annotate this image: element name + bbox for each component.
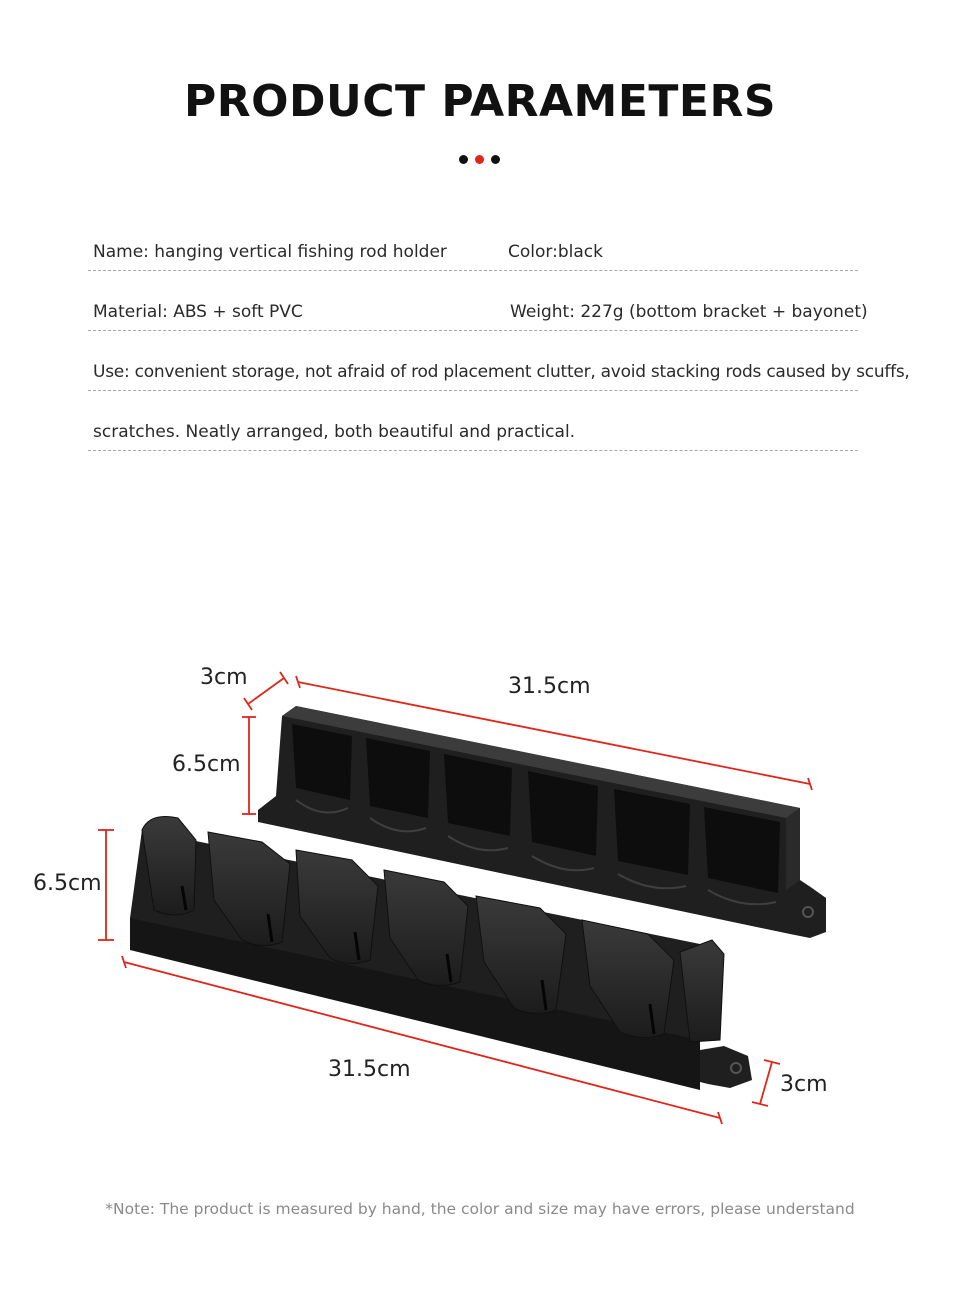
dim-label-front-length: 31.5cm: [328, 1057, 411, 1082]
param-weight: Weight: 227g (bottom bracket + bayonet): [510, 302, 868, 322]
param-row-use: [88, 360, 910, 391]
param-row-use-continued: [88, 420, 858, 451]
param-row-name-color: [88, 240, 858, 271]
param-color: Color:black: [508, 242, 603, 262]
param-use-line-2: scratches. Neatly arranged, both beautiful and practical.: [93, 422, 576, 442]
dim-label-front-height: 6.5cm: [33, 871, 102, 896]
measurement-note: *Note: The product is measured by hand, the color and size may have errors, please understand: [105, 1200, 855, 1218]
accent-dot-icon: [475, 155, 484, 164]
dim-label-back-depth: 3cm: [200, 665, 248, 690]
dim-line-back-depth: [248, 678, 284, 704]
dim-line-front-depth: [760, 1062, 772, 1104]
param-use-line-1: Use: convenient storage, not afraid of rod placement clutter, avoid stacking rods caused by scuffs,: [93, 362, 910, 382]
dim-label-front-depth: 3cm: [780, 1072, 828, 1097]
page-title: PRODUCT PARAMETERS: [183, 76, 777, 127]
title-decoration-dots: [459, 155, 501, 165]
dim-label-back-height: 6.5cm: [172, 752, 241, 777]
param-name: Name: hanging vertical fishing rod holder: [93, 242, 447, 262]
param-material: Material: ABS + soft PVC: [93, 302, 303, 322]
dot-icon: [459, 155, 468, 164]
param-row-material-weight: [88, 300, 868, 331]
dim-label-back-length: 31.5cm: [508, 674, 591, 699]
dot-icon: [491, 155, 500, 164]
